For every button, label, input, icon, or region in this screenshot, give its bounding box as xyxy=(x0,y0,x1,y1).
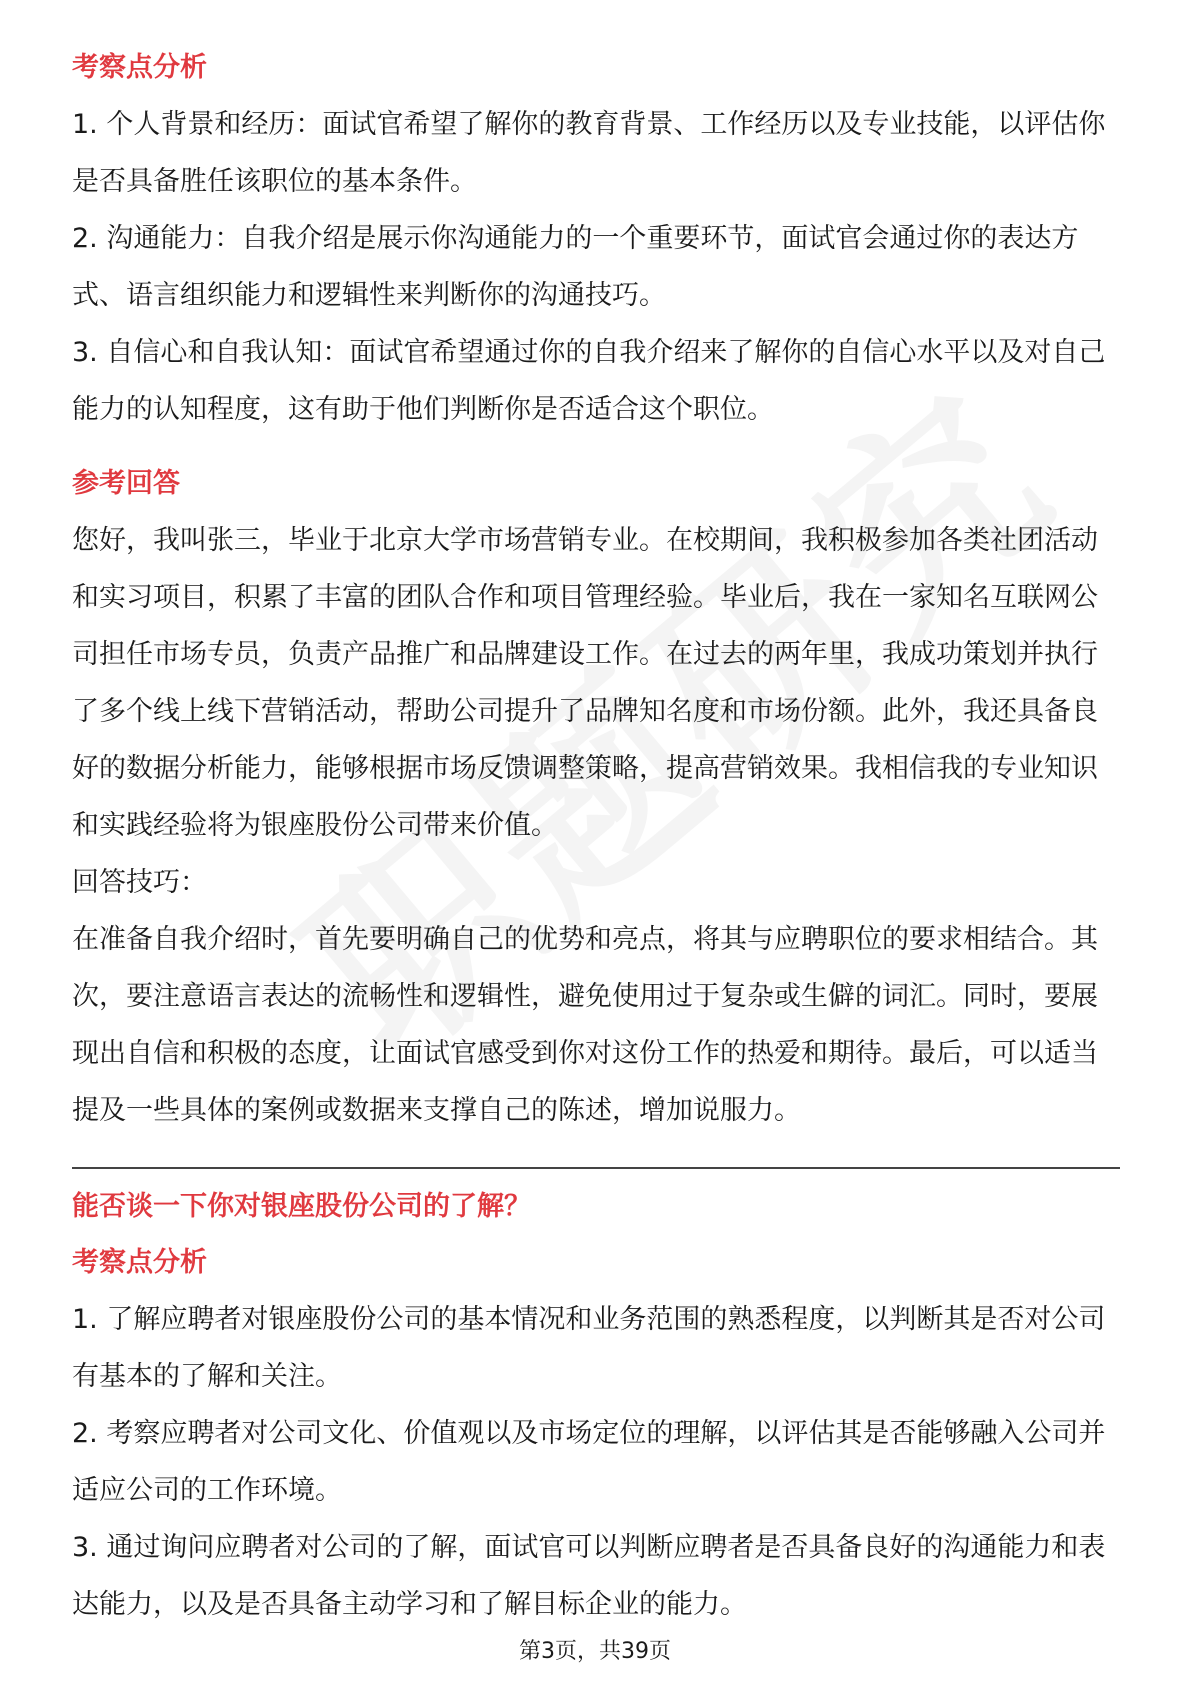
analysis2-item-2: 2. 考察应聘者对公司文化、价值观以及市场定位的理解，以评估其是否能够融入公司并适应公司的工作环境。 xyxy=(72,1418,1106,1506)
section-heading-analysis: 考察点分析 xyxy=(72,52,207,83)
answer-tips-text: 在准备自我介绍时，首先要明确自己的优势和亮点，将其与应聘职位的要求相结合。其次，要注意语言表达的流畅性和逻辑性，避免使用过于复杂或生僻的词汇。同时，要展现出自信和积极的态度，让面试官感受到你对这份工作的热爱和期待。最后，可以适当提及一些具体的案例或数据来支撑自己的陈述，增加说服力。 xyxy=(72,924,1098,1126)
section-heading-reference-answer: 参考回答 xyxy=(72,468,180,499)
analysis-item-2: 2. 沟通能力：自我介绍是展示你沟通能力的一个重要环节，面试官会通过你的表达方式、语言组织能力和逻辑性来判断你的沟通技巧。 xyxy=(72,223,1079,311)
reference-answer-text: 您好，我叫张三，毕业于北京大学市场营销专业。在校期间，我积极参加各类社团活动和实习项目，积累了丰富的团队合作和项目管理经验。毕业后，我在一家知名互联网公司担任市场专员，负责产品推广和品牌建设工作。在过去的两年里，我成功策划并执行了多个线上线下营销活动，帮助公司提升了品牌知名度和市场份额。此外，我还具备良好的数据分析能力，能够根据市场反馈调整策略，提高营销效果。我相信我的专业知识和实践经验将为银座股份公司带来价值。 xyxy=(72,525,1098,841)
analysis2-item-3: 3. 通过询问应聘者对公司的了解，面试官可以判断应聘者是否具备良好的沟通能力和表达能力，以及是否具备主动学习和了解目标企业的能力。 xyxy=(72,1532,1106,1620)
section-divider xyxy=(72,1167,1120,1169)
analysis2-item-1: 1. 了解应聘者对银座股份公司的基本情况和业务范围的熟悉程度，以判断其是否对公司有基本的了解和关注。 xyxy=(72,1304,1106,1392)
answer-tips-label: 回答技巧： xyxy=(72,867,207,898)
section-heading-analysis-2: 考察点分析 xyxy=(72,1247,207,1278)
page-number: 第3页，共39页 xyxy=(519,1639,671,1664)
analysis-item-1: 1. 个人背景和经历：面试官希望了解你的教育背景、工作经历以及专业技能，以评估你是否具备胜任该职位的基本条件。 xyxy=(72,109,1106,197)
analysis-item-3: 3. 自信心和自我认知：面试官希望通过你的自我介绍来了解你的自信心水平以及对自己能力的认知程度，这有助于他们判断你是否适合这个职位。 xyxy=(72,337,1106,425)
question-title: 能否谈一下你对银座股份公司的了解？ xyxy=(72,1191,531,1222)
document-body xyxy=(72,48,1120,1633)
